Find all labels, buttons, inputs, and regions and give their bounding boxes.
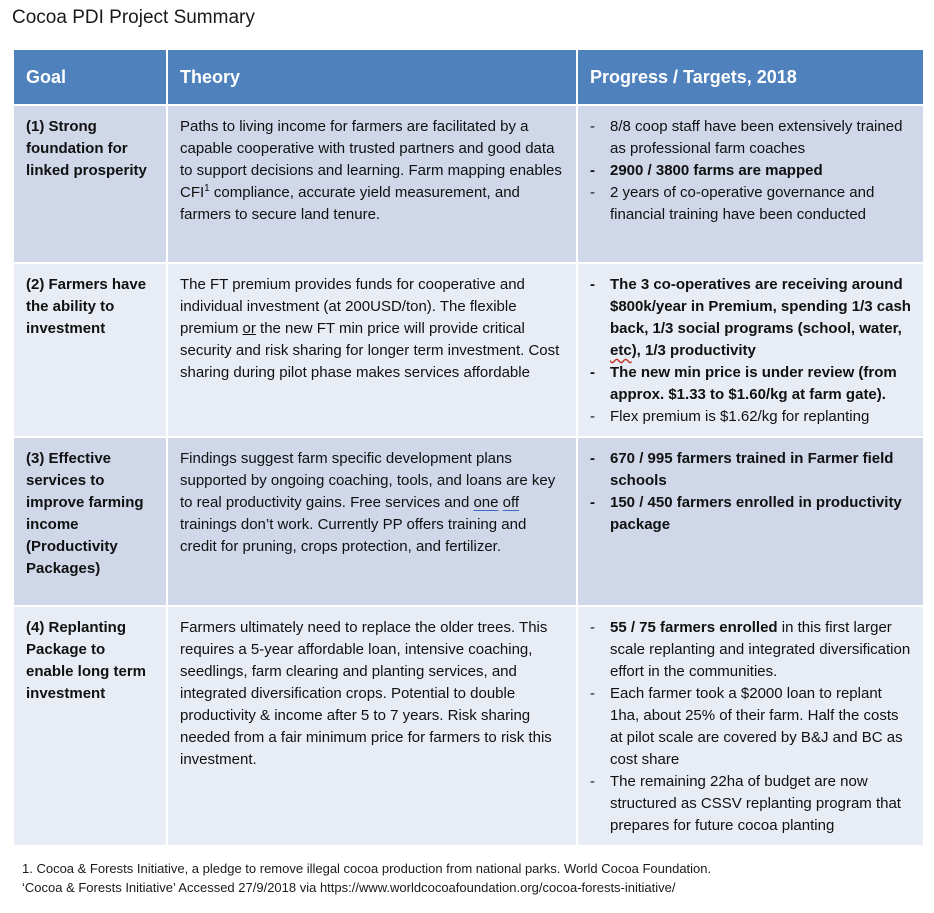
progress-cell [578, 106, 923, 262]
list-item: - 670 / 995 farmers trained in Farmer field schools [590, 448, 911, 492]
list-item: - The remaining 22ha of budget are now structured as CSSV replanting program that prepares for future cocoa planting [590, 771, 911, 837]
progress-list [590, 274, 911, 428]
list-item: - 8/8 coop staff have been extensively trained as professional farm coaches [590, 116, 911, 160]
list-item: - 2900 / 3800 farms are mapped [590, 160, 911, 182]
table-header-row [14, 50, 923, 104]
table-row [14, 607, 923, 845]
progress-list [590, 617, 911, 837]
progress-cell [578, 264, 923, 436]
footnote-ref: 1 [204, 183, 210, 194]
footnote [22, 859, 711, 897]
header-theory: Theory [168, 50, 576, 104]
progress-list [590, 116, 911, 226]
header-goal: Goal [14, 50, 166, 104]
table-row [14, 106, 923, 262]
progress-list [590, 448, 911, 536]
list-item: - The 3 co-operatives are receiving around $800k/year in Premium, spending 1/3 cash back, 1/3 social programs (school, water, etc), 1/3 productivity [590, 274, 911, 362]
theory-cell: Findings suggest farm specific development plans supported by ongoing coaching, tools, and loans are key to real productivity gains. Free services and one off trainings don’t work. Currently PP offers training and credit for pruning, crops protection, and fertilizer. [168, 438, 576, 605]
header-progress: Progress / Targets, 2018 [578, 50, 923, 104]
footnote-line-1: 1. Cocoa & Forests Initiative, a pledge to remove illegal cocoa production from national parks. World Cocoa Foundation. [22, 861, 712, 876]
progress-cell [578, 438, 923, 605]
footnote-line-2: ‘Cocoa & Forests Initiative’ Accessed 27/9/2018 via https://www.worldcocoafoundation.org/cocoa-forests-initiative/ [22, 880, 676, 895]
goal-cell: (4) Replanting Package to enable long term investment [14, 607, 166, 845]
theory-cell: The FT premium provides funds for cooperative and individual investment (at 200USD/ton). The flexible premium or the new FT min price will provide critical security and risk sharing for longer term investment. Cost sharing during pilot phase makes services affordable [168, 264, 576, 436]
list-item: - Each farmer took a $2000 loan to replant 1ha, about 25% of their farm. Half the costs at pilot scale are covered by B&J and BC as cost share [590, 683, 911, 771]
list-item: - The new min price is under review (from approx. $1.33 to $1.60/kg at farm gate). [590, 362, 911, 406]
table-row [14, 264, 923, 436]
progress-cell [578, 607, 923, 845]
goal-cell: (1) Strong foundation for linked prosperity [14, 106, 166, 262]
table-row [14, 438, 923, 605]
document-title: Cocoa PDI Project Summary [12, 7, 255, 28]
goal-cell: (3) Effective services to improve farming income (Productivity Packages) [14, 438, 166, 605]
list-item: - Flex premium is $1.62/kg for replanting [590, 406, 911, 428]
project-summary-table [12, 48, 925, 847]
goal-cell: (2) Farmers have the ability to investment [14, 264, 166, 436]
list-item: - 150 / 450 farmers enrolled in productivity package [590, 492, 911, 536]
theory-cell: Farmers ultimately need to replace the older trees. This requires a 5-year affordable loan, intensive coaching, seedlings, farm clearing and planting services, and integrated diversification crops. Potential to double productivity & income after 5 to 7 years. Risk sharing needed from a fair minimum price for farmers to risk this investment. [168, 607, 576, 845]
list-item: - 2 years of co-operative governance and financial training have been conducted [590, 182, 911, 226]
list-item: - 55 / 75 farmers enrolled in this first larger scale replanting and integrated diversification effort in the communities. [590, 617, 911, 683]
theory-cell: Paths to living income for farmers are facilitated by a capable cooperative with trusted partners and good data to support decisions and learning. Farm mapping enables CFI$^1$ compliance, accurate yield measurement, and farmers to secure land tenure. [168, 106, 576, 262]
